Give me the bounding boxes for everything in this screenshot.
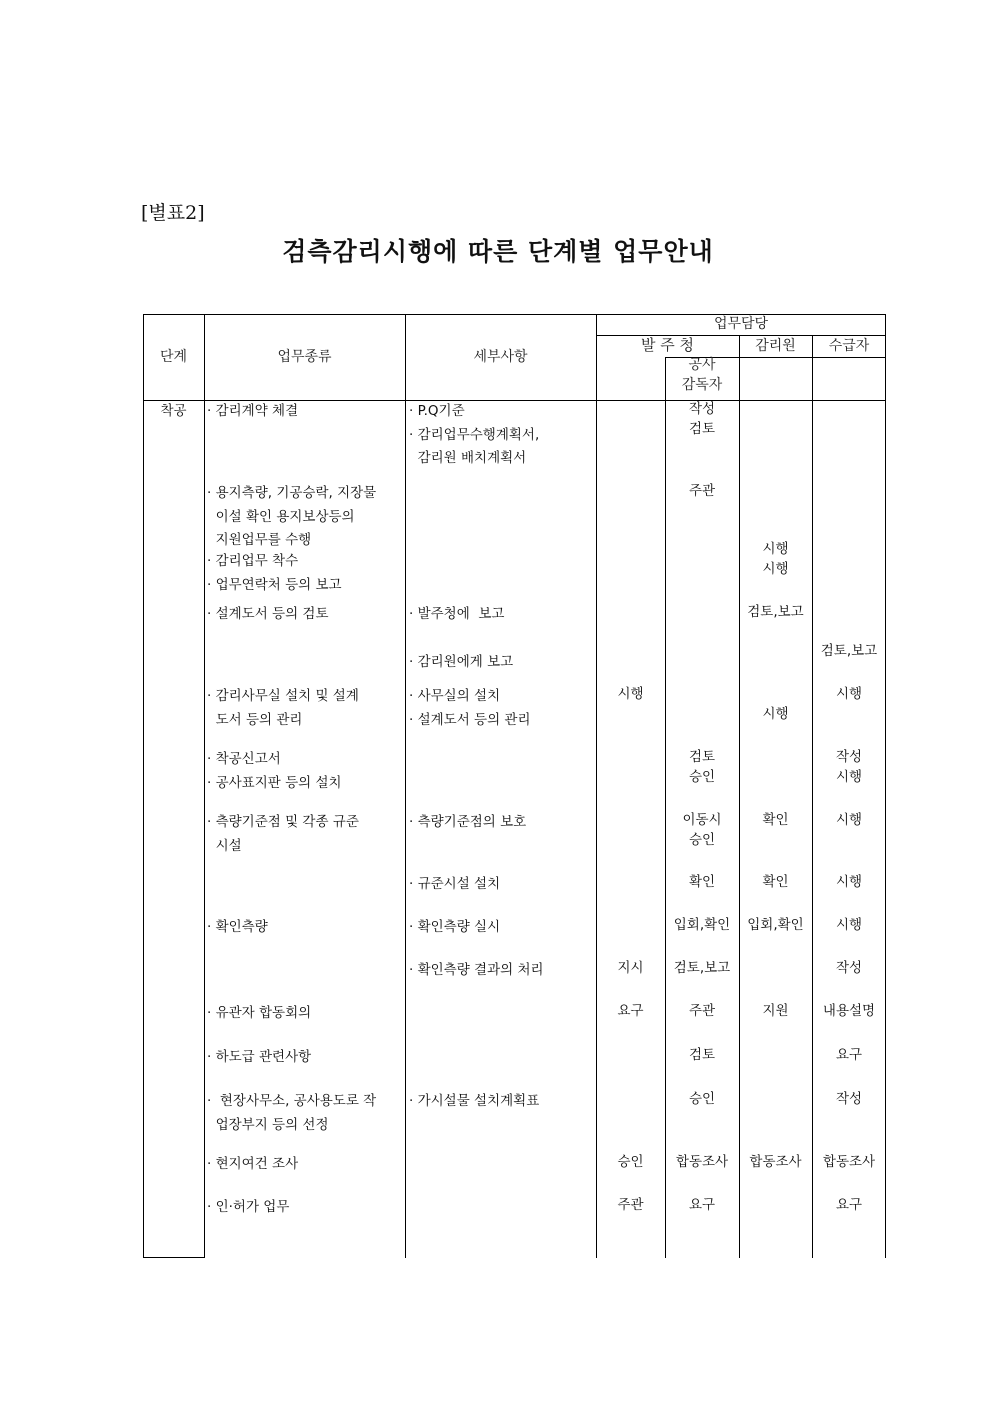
cell-sup: 승인: [688, 768, 716, 785]
cell-work: · 감리사무실 설치 및 설계: [207, 688, 359, 704]
cell-sup: 승인: [688, 831, 716, 848]
cell-work: · 감리계약 체결: [207, 403, 299, 419]
cell-sup: 작성: [688, 401, 716, 417]
header-details: 세부사항: [473, 349, 528, 365]
cell-sup: 이동시: [682, 812, 722, 828]
cell-cont: 시행: [835, 768, 863, 785]
cell-work: · 공사표지판 등의 설치: [207, 774, 342, 791]
cell-sup: 검토: [688, 749, 716, 765]
cell-work: · 측량기준점 및 각종 규준: [207, 814, 359, 830]
stage-cell: 착공: [160, 403, 187, 419]
header-inspector: 감리원: [755, 338, 796, 354]
cell-cont: 작성: [835, 749, 863, 765]
col-divider-supervisor: [739, 335, 740, 1258]
cell-client: 시행: [617, 686, 644, 702]
cell-sup: 입회,확인: [673, 917, 731, 933]
col-divider-stage: [204, 314, 205, 1258]
cell-client: 주관: [617, 1197, 644, 1213]
cell-work: · 착공신고서: [207, 751, 281, 767]
cell-insp: 시행: [762, 706, 789, 722]
cell-sup: 합동조사: [675, 1154, 729, 1170]
cell-cont: 합동조사: [822, 1154, 876, 1170]
cell-work: 지원업무를 수행: [207, 532, 312, 548]
cell-detail: · 가시설물 설치계획표: [409, 1093, 540, 1109]
cell-client: 요구: [617, 1003, 644, 1019]
cell-sup: 승인: [688, 1091, 716, 1107]
cell-work: · 현지여건 조사: [207, 1156, 299, 1172]
header-responsible: 업무담당: [713, 316, 769, 332]
cell-cont: 작성: [835, 960, 863, 976]
header-stage: 단계: [159, 349, 188, 365]
cell-insp: 시행: [762, 560, 789, 577]
cell-work: 도서 등의 관리: [207, 711, 303, 728]
cell-sup: 주관: [688, 1003, 716, 1019]
cell-insp: 합동조사: [749, 1154, 802, 1170]
cell-detail: 감리원 배치계획서: [409, 450, 527, 466]
cell-detail: · 측량기준점의 보호: [409, 814, 527, 830]
cell-work: · 유관자 합동회의: [207, 1005, 312, 1021]
header-work-type: 업무종류: [277, 349, 332, 365]
attachment-label: [별표2]: [141, 202, 205, 224]
cell-detail: · 확인측량 결과의 처리: [409, 962, 544, 978]
cell-sup: 검토: [688, 1047, 716, 1063]
col-divider-details: [596, 314, 597, 1258]
cell-work: 시설: [207, 837, 242, 854]
cell-work: · 용지측량, 기공승락, 지장물: [207, 485, 377, 501]
cell-insp: 검토,보고: [747, 604, 804, 620]
cell-work: · 인·허가 업무: [207, 1199, 290, 1215]
cell-detail: · 사무실의 설치: [409, 688, 501, 704]
cell-insp: 시행: [762, 541, 789, 557]
cell-detail: · 확인측량 실시: [409, 919, 501, 935]
cell-cont: 요구: [835, 1197, 863, 1213]
col-divider-inspector: [812, 335, 813, 1258]
table-left-border: [143, 314, 144, 1258]
cell-cont: 요구: [835, 1047, 863, 1063]
header-supervisor-line1: 공사: [688, 357, 716, 373]
cell-detail: · 감리원에게 보고: [409, 654, 514, 670]
cell-insp: 입회,확인: [747, 917, 804, 933]
cell-cont: 검토,보고: [820, 643, 878, 659]
cell-client: 지시: [617, 960, 644, 976]
cell-insp: 확인: [762, 812, 789, 828]
cell-sup: 검토: [688, 420, 716, 437]
header-contractor: 수급자: [828, 338, 870, 354]
cell-detail: · P.Q기준: [409, 403, 465, 419]
cell-sup: 주관: [688, 483, 716, 499]
header-client: 발 주 청: [640, 336, 694, 354]
cell-work: · 설계도서 등의 검토: [207, 606, 329, 622]
cell-work: 이설 확인 용지보상등의: [207, 508, 355, 525]
cell-work: · 업무연락처 등의 보고: [207, 576, 342, 593]
cell-work: · 감리업무 착수: [207, 553, 299, 569]
cell-cont: 작성: [835, 1091, 863, 1107]
cell-work: 업장부지 등의 선정: [207, 1116, 329, 1133]
cell-cont: 내용설명: [822, 1003, 876, 1019]
header-supervisor-line2: 감독자: [681, 377, 723, 393]
cell-cont: 시행: [835, 812, 863, 828]
cell-cont: 시행: [835, 686, 863, 702]
cell-work: · 현장사무소, 공사용도로 작: [207, 1093, 377, 1109]
cell-work: · 확인측량: [207, 919, 268, 935]
cell-detail: · 발주청에 보고: [409, 606, 505, 622]
cell-client: 승인: [617, 1154, 644, 1170]
cell-sup: 검토,보고: [673, 960, 731, 976]
cell-detail: · 설계도서 등의 관리: [409, 711, 531, 728]
cell-cont: 시행: [835, 874, 863, 890]
cell-insp: 지원: [762, 1003, 789, 1019]
cell-sup: 확인: [688, 874, 716, 890]
col-divider-work: [405, 314, 406, 1258]
cell-sup: 요구: [688, 1197, 716, 1213]
cell-detail: · 감리업무수행계획서,: [409, 426, 540, 443]
cell-work: · 하도급 관련사항: [207, 1049, 312, 1065]
cell-cont: 시행: [835, 917, 863, 933]
table-bottom-stage: [143, 1257, 204, 1258]
cell-insp: 확인: [762, 874, 789, 890]
cell-detail: · 규준시설 설치: [409, 876, 501, 892]
page-title: 검측감리시행에 따른 단계별 업무안내: [282, 237, 714, 266]
